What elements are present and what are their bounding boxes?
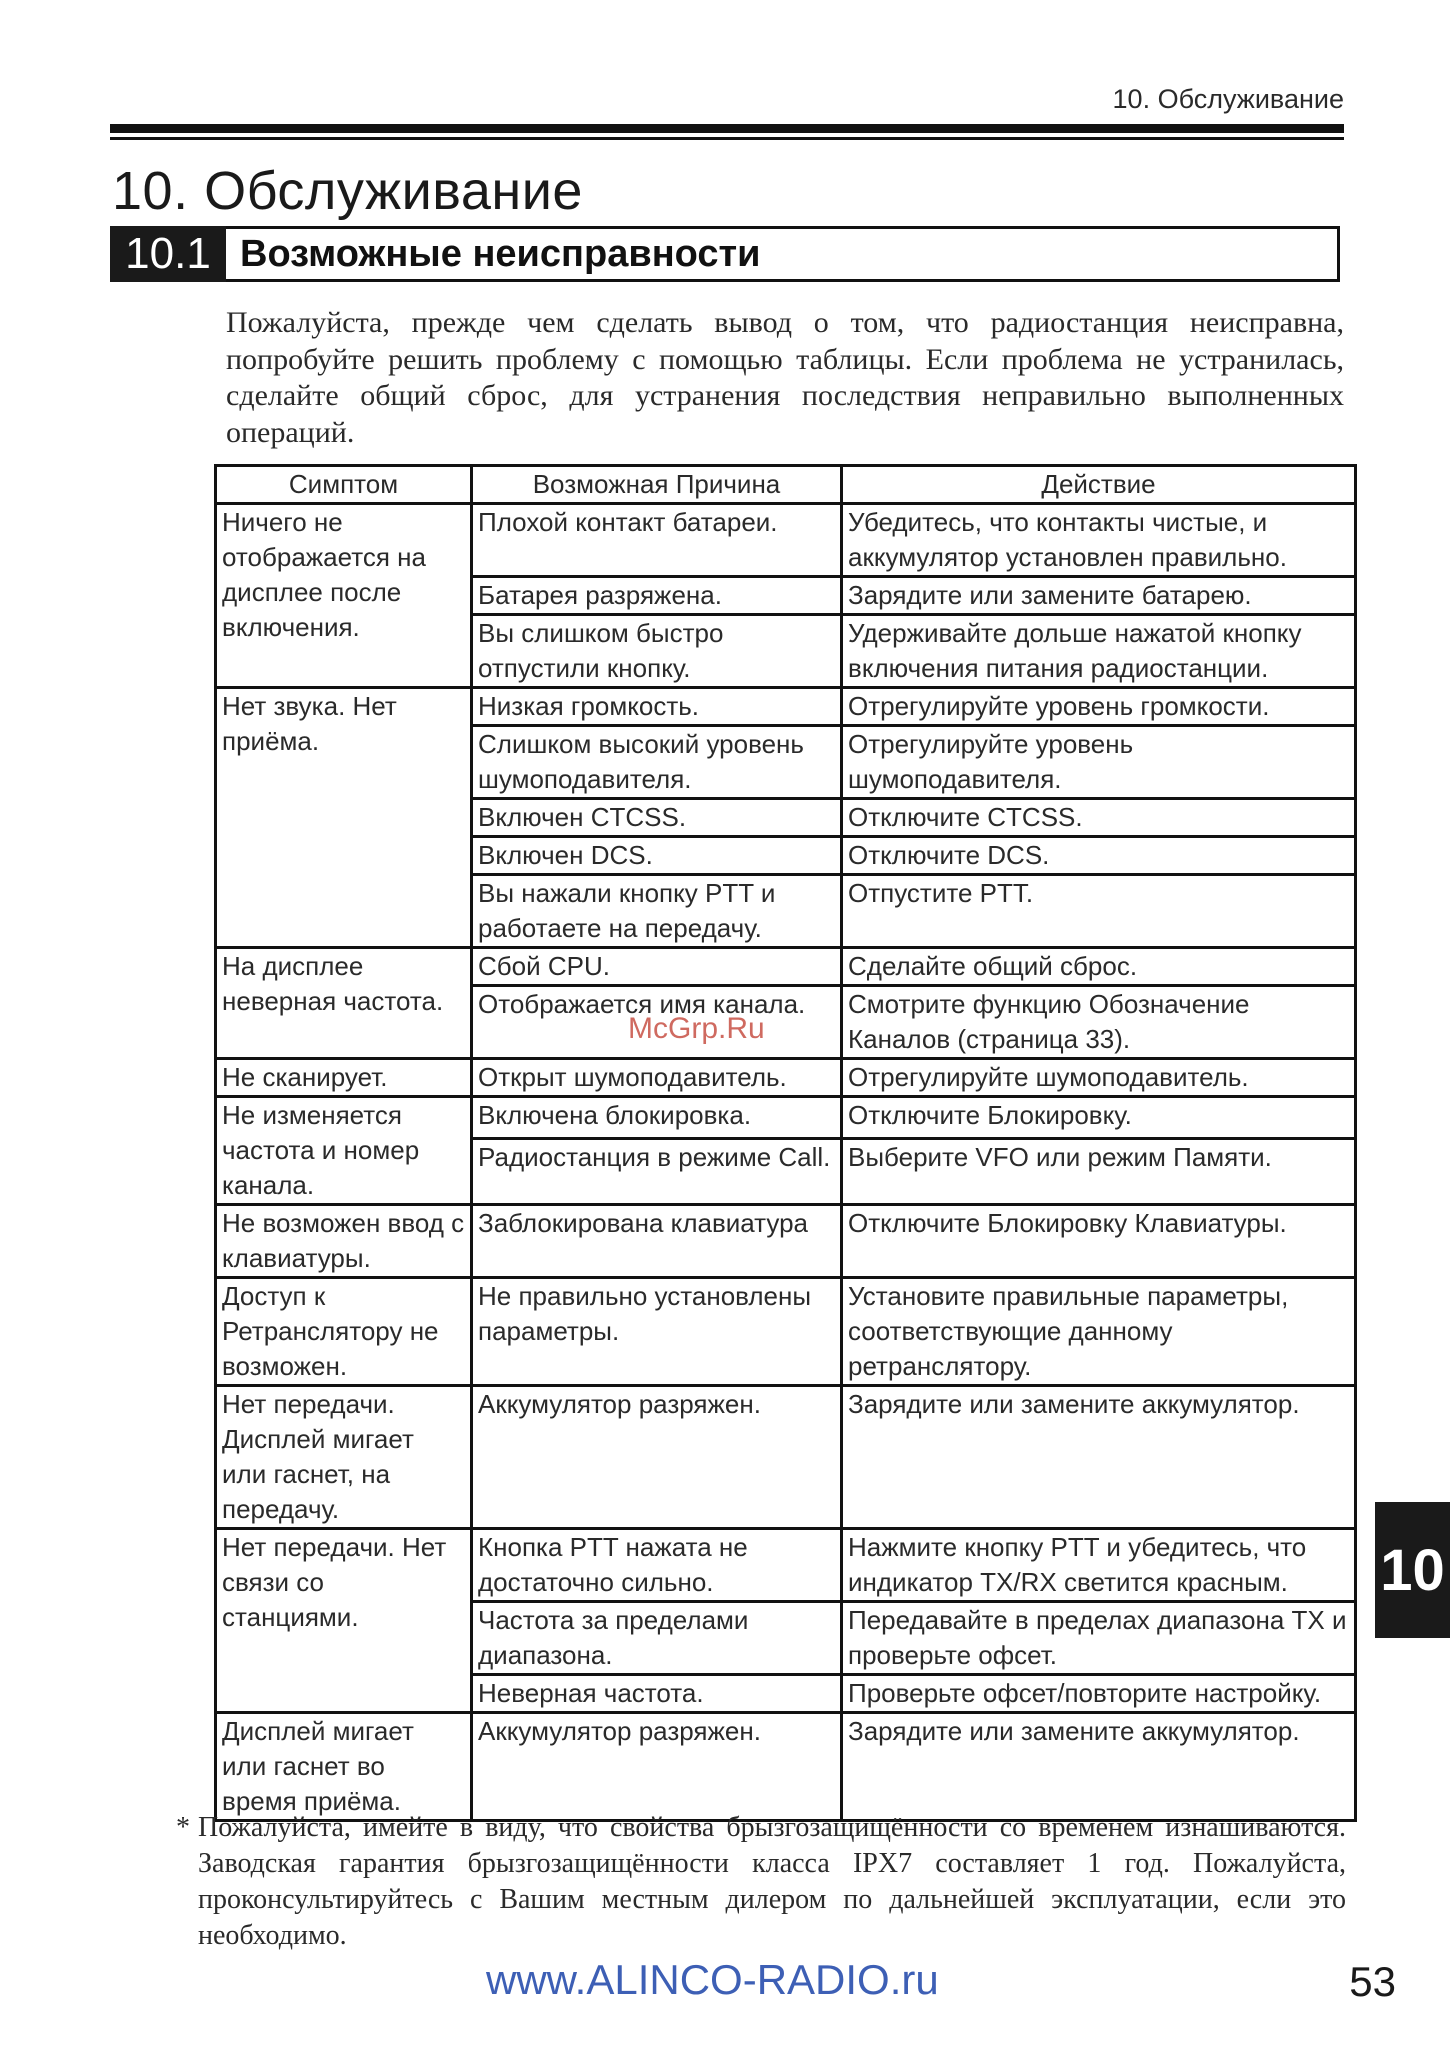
cause-cell: Заблокирована клавиатура — [472, 1205, 842, 1278]
symptom-cell: Доступ к Ретранслятору не возможен. — [216, 1278, 472, 1386]
symptom-cell: Дисплей мигает или гаснет во время приёма. — [216, 1713, 472, 1821]
action-cell: Отключите Блокировку Клавиатуры. — [842, 1205, 1356, 1278]
symptom-cell: Не изменяется частота и номер канала. — [216, 1097, 472, 1205]
action-cell: Отключите DCS. — [842, 837, 1356, 875]
troubleshooting-table — [214, 464, 1357, 1822]
symptom-cell: Не возможен ввод с клавиатуры. — [216, 1205, 472, 1278]
action-cell: Нажмите кнопку PTT и убедитесь, что индикатор TX/RX светится красным. — [842, 1529, 1356, 1602]
action-cell: Зарядите или замените аккумулятор. — [842, 1713, 1356, 1821]
cause-cell: Отображается имя канала. — [472, 986, 842, 1059]
cause-cell: Включен DCS. — [472, 837, 842, 875]
action-cell: Зарядите или замените батарею. — [842, 577, 1356, 615]
table-row — [216, 504, 1356, 577]
cause-cell: Включена блокировка. — [472, 1097, 842, 1139]
symptom-cell: Нет звука. Нет приёма. — [216, 688, 472, 948]
cause-cell: Батарея разряжена. — [472, 577, 842, 615]
footnote-marker: * — [176, 1812, 190, 1843]
intro-paragraph: Пожалуйста, прежде чем сделать вывод о том, что радиостанция неисправна, попробуйте решить проблему с помощью таблицы. Если проблема не устранилась, сделайте общий сброс, для устранения последствия неправильно выполненных операций. — [226, 306, 1344, 449]
action-cell: Отключите Блокировку. — [842, 1097, 1356, 1139]
action-cell: Сделайте общий сброс. — [842, 948, 1356, 986]
action-cell: Отрегулируйте шумоподавитель. — [842, 1059, 1356, 1097]
table-row — [216, 1205, 1356, 1278]
footnote-text: Пожалуйста, имейте в виду, что свойства брызгозащищённости со временем изнашиваются. Заводская гарантия брызгозащищённости класса IPX7 составляет 1 год. Пожалуйста, проконсультируйтесь с Вашим местным дилером по дальнейшей эксплуатации, если это необходимо. — [198, 1812, 1346, 1951]
cause-cell: Неверная частота. — [472, 1675, 842, 1713]
cause-cell: Открыт шумоподавитель. — [472, 1059, 842, 1097]
cause-cell: Низкая громкость. — [472, 688, 842, 726]
table-row — [216, 948, 1356, 986]
cause-cell: Сбой CPU. — [472, 948, 842, 986]
cause-cell: Включен CTCSS. — [472, 799, 842, 837]
action-cell: Зарядите или замените аккумулятор. — [842, 1386, 1356, 1529]
troubleshooting-table-wrapper — [214, 464, 1357, 1822]
symptom-cell: Не сканирует. — [216, 1059, 472, 1097]
action-cell: Установите правильные параметры, соответствующие данному ретранслятору. — [842, 1278, 1356, 1386]
table-row — [216, 1059, 1356, 1097]
action-cell: Передавайте в пределах диапазона TX и проверьте офсет. — [842, 1602, 1356, 1675]
cause-cell: Аккумулятор разряжен. — [472, 1713, 842, 1821]
table-row — [216, 1713, 1356, 1821]
table-header-row — [216, 466, 1356, 504]
page-number: 53 — [1349, 1958, 1396, 2005]
header-symptom: Симптом — [216, 466, 472, 504]
section-number: 10.1 — [110, 226, 226, 282]
table-row — [216, 1529, 1356, 1602]
website-link[interactable]: www.ALINCO-RADIO.ru — [486, 1956, 939, 2003]
cause-cell: Частота за пределами диапазона. — [472, 1602, 842, 1675]
header-rule — [110, 124, 1344, 133]
action-cell: Отключите CTCSS. — [842, 799, 1356, 837]
table-row — [216, 1097, 1356, 1139]
watermark: McGrp.Ru — [628, 1012, 765, 1045]
header-rule-thin — [110, 137, 1344, 140]
table-row — [216, 1386, 1356, 1529]
running-header: 10. Обслуживание — [1112, 84, 1344, 114]
chapter-side-tab: 10 — [1375, 1502, 1450, 1638]
symptom-cell: Ничего не отображается на дисплее после включения. — [216, 504, 472, 688]
section-title: Возможные неисправности — [240, 232, 761, 275]
cause-cell: Слишком высокий уровень шумоподавителя. — [472, 726, 842, 799]
action-cell: Проверьте офсет/повторите настройку. — [842, 1675, 1356, 1713]
action-cell: Смотрите функцию Обозначение Каналов (страница 33). — [842, 986, 1356, 1059]
cause-cell: Вы слишком быстро отпустили кнопку. — [472, 615, 842, 688]
symptom-cell: На дисплее неверная частота. — [216, 948, 472, 1059]
section-heading — [110, 226, 1340, 282]
action-cell: Отпустите PTT. — [842, 875, 1356, 948]
cause-cell: Плохой контакт батареи. — [472, 504, 842, 577]
symptom-cell: Нет передачи. Нет связи со станциями. — [216, 1529, 472, 1713]
table-row — [216, 688, 1356, 726]
cause-cell: Вы нажали кнопку PTT и работаете на передачу. — [472, 875, 842, 948]
cause-cell: Не правильно установлены параметры. — [472, 1278, 842, 1386]
chapter-title: 10. Обслуживание — [112, 161, 583, 221]
footnote — [176, 1810, 1346, 1954]
action-cell: Убедитесь, что контакты чистые, и аккумулятор установлен правильно. — [842, 504, 1356, 577]
symptom-cell: Нет передачи. Дисплей мигает или гаснет, на передачу. — [216, 1386, 472, 1529]
action-cell: Отрегулируйте уровень шумоподавителя. — [842, 726, 1356, 799]
cause-cell: Радиостанция в режиме Call. — [472, 1138, 842, 1204]
header-action: Действие — [842, 466, 1356, 504]
action-cell: Отрегулируйте уровень громкости. — [842, 688, 1356, 726]
cause-cell: Кнопка PTT нажата не достаточно сильно. — [472, 1529, 842, 1602]
header-cause: Возможная Причина — [472, 466, 842, 504]
table-row — [216, 1278, 1356, 1386]
action-cell: Выберите VFO или режим Памяти. — [842, 1138, 1356, 1204]
action-cell: Удерживайте дольше нажатой кнопку включения питания радиостанции. — [842, 615, 1356, 688]
cause-cell: Аккумулятор разряжен. — [472, 1386, 842, 1529]
